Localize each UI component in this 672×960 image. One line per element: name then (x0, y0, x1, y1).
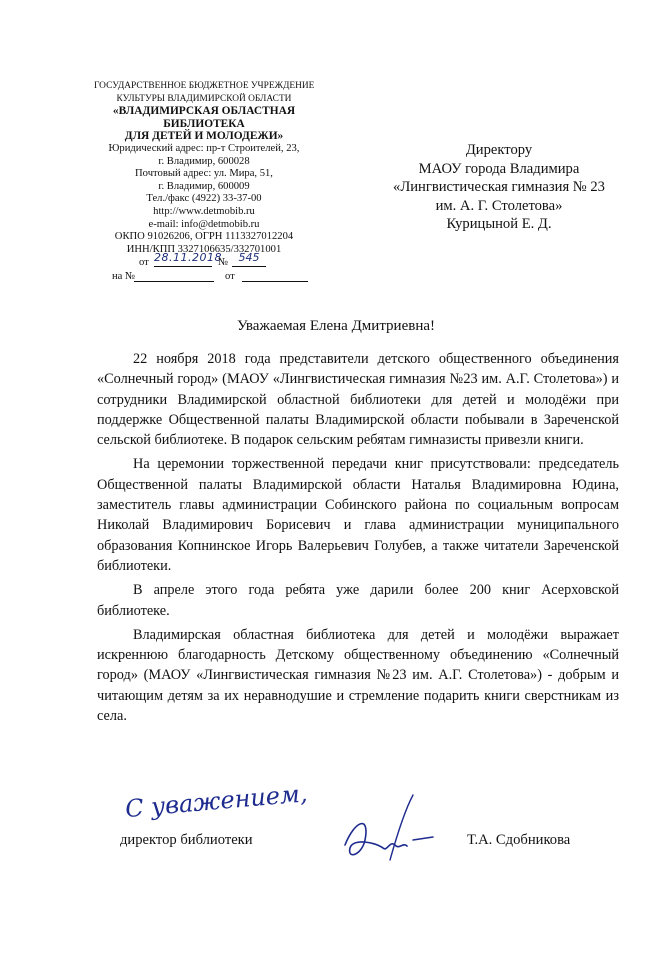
postal-address: г. Владимир, 600009 (158, 180, 250, 192)
registration-line (94, 251, 314, 271)
postal-address: Почтовый адрес: ул. Мира, 51, (135, 168, 273, 180)
okpo-ogrn: ОКПО 91026206, ОГРН 1113327012204 (114, 231, 294, 243)
legal-address: Юридический адрес: пр-т Строителей, 23, (108, 142, 300, 154)
signer-name: Т.А. Сдобникова (467, 832, 571, 848)
recipient-line: «Лингвистическая гимназия № 23 (393, 179, 605, 196)
org-line: ГОСУДАРСТВЕННОЕ БЮДЖЕТНОЕ УЧРЕЖДЕНИЕ (94, 81, 315, 91)
org-name-line: БИБЛИОТЕКА (163, 117, 245, 130)
paragraph: 22 ноября 2018 года представители детского общественного объединения «Солнечный город» (МАОУ «Лингвистическая гимназия №23 им. А.Г. Столетова») и сотрудники Владимирской областной библиотеки для детей и молодёжи при поддержке Общественной палаты Владимирской области побывали в Зареченской сельской библиотеке. В подарок сельским ребятам гимназисты привезли книги. (97, 351, 619, 449)
legal-address: г. Владимир, 600028 (158, 155, 250, 167)
recipient-block (372, 141, 626, 234)
reference-line (94, 271, 314, 285)
blank-line (134, 281, 214, 282)
signer-position: директор библиотеки (120, 832, 253, 848)
paragraph: На церемонии торжественной передачи книг присутствовали: председатель Общественной палаты Владимирской области Наталья Владимировна Юдина, заместитель главы администрации Собинского района по социальным вопросам Николай Владимирович Борисевич и глава администрации муниципального образования Копнинское Игорь Валерьевич Голубев, а также читатели Зареченской библиотеки. (97, 456, 619, 574)
handwritten-greeting: С уважением, (124, 779, 309, 824)
recipient-line: МАОУ города Владимира (418, 160, 580, 177)
org-line: КУЛЬТУРЫ ВЛАДИМИРСКОЙ ОБЛАСТИ (116, 93, 292, 104)
reg-no-label: № (218, 257, 229, 269)
handwritten-signature (335, 790, 445, 870)
paragraph: В апреле этого года ребята уже дарили более 200 книг Асерховской библиотеке. (97, 582, 619, 619)
reg-ot-label: от (139, 257, 149, 269)
paragraph: Владимирская областная библиотека для детей и молодёжи выражает искреннюю благодарность Детскому общественному объединению «Солнечный город» (МАОУ «Лингвистическая гимназия №23 им. А.Г. Столетова») - добрым и читающим детям за их неравнодушие и стремление подарить книги сверстникам из села. (97, 626, 619, 725)
letter-body (97, 349, 619, 730)
ref-ot-label: от (225, 271, 235, 283)
recipient-line: Директору (465, 142, 533, 158)
reg-date: 28.11.2018 (154, 252, 212, 267)
email: e-mail: info@detmobib.ru (148, 218, 260, 230)
recipient-line: им. А. Г. Столетова» (435, 197, 563, 214)
blank-line (242, 281, 308, 282)
inn-kpp: ИНН/КПП 3327106635/332701001 (126, 243, 282, 255)
salutation: Уважаемая Елена Дмитриевна! (236, 318, 436, 334)
org-name-line: «ВЛАДИМИРСКАЯ ОБЛАСТНАЯ (112, 105, 296, 118)
org-name-line: ДЛЯ ДЕТЕЙ И МОЛОДЕЖИ» (124, 130, 284, 143)
recipient-line: Курицыной Е. Д. (446, 216, 552, 233)
website: http://www.detmobib.ru (153, 205, 255, 217)
reg-number: 545 (232, 252, 266, 267)
ref-na-label: на № (112, 271, 136, 283)
letterhead (94, 80, 314, 285)
phone: Тел./факс (4922) 33-37-00 (146, 193, 262, 205)
